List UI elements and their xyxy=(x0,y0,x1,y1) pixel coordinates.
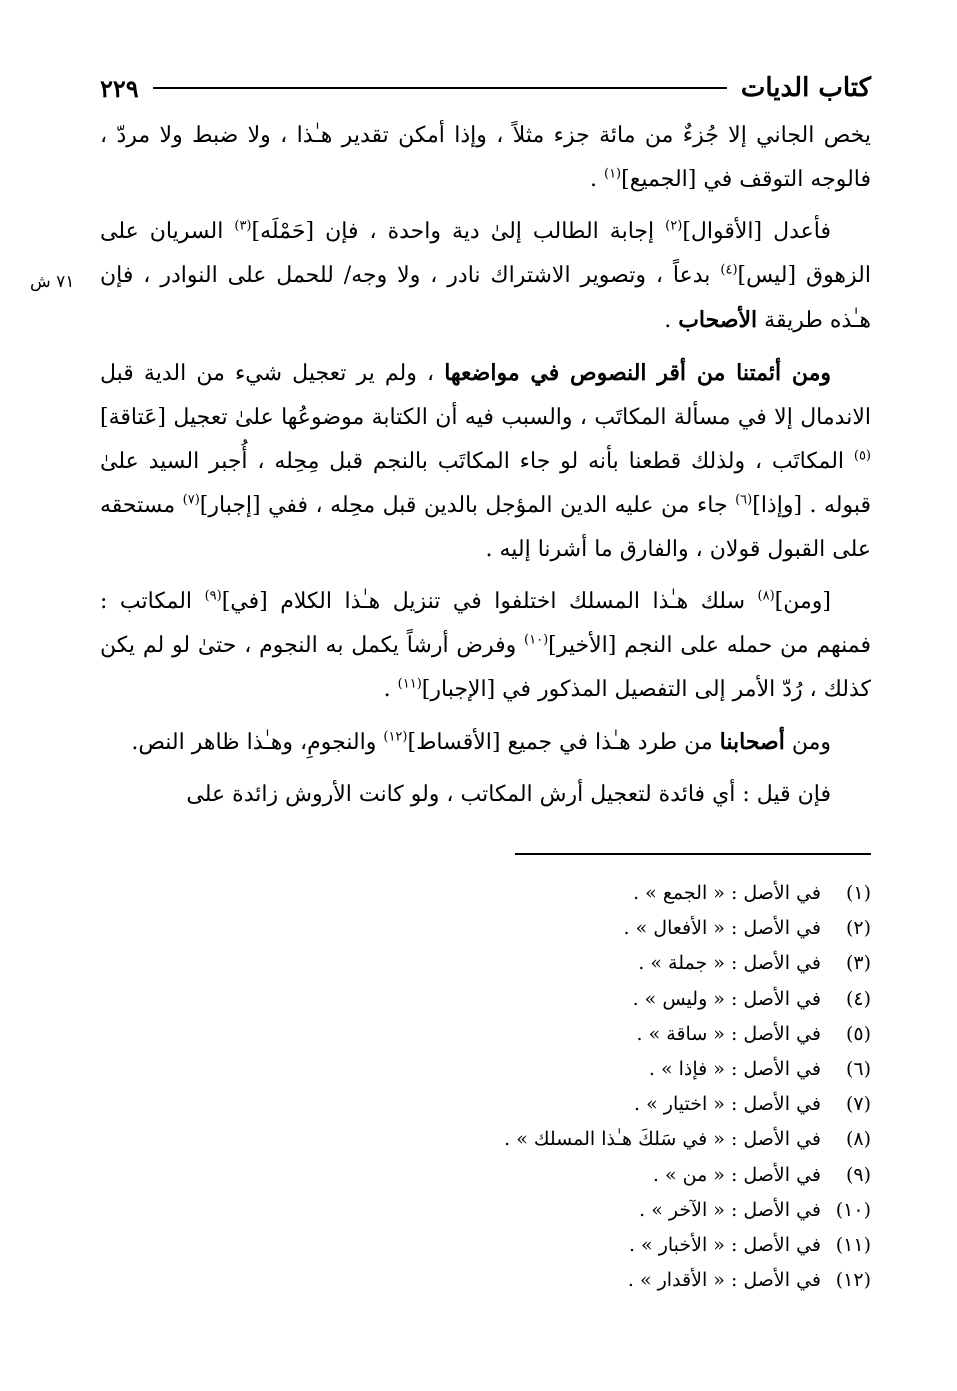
text-run: ، ولم ير تعجيل شيء من الدية قبل الاندمال إلا في مسألة المكاتَب ، والسبب فيه أن الكتابة موضوعُها علىٰ تعجيل [عَتاقة] xyxy=(100,361,871,430)
footnote-number: (٦) xyxy=(845,1058,871,1081)
bold-text: الأصحاب xyxy=(678,307,758,333)
footnote xyxy=(100,1193,871,1228)
text-run: فأعدل [الأقوال] xyxy=(682,219,832,244)
running-title: كتاب الديات xyxy=(740,73,871,103)
text-run: فإن قيل : أي فائدة لتعجيل أرش المكاتب ، ولو كانت الأروش زائدة على xyxy=(186,782,831,807)
footnote-number: (٥) xyxy=(845,1022,871,1045)
footnote-text: في الأصل : « جملة » . xyxy=(638,952,821,975)
footnote xyxy=(100,1122,871,1157)
text-run: ومن xyxy=(784,730,831,755)
text-run: المكاتَب ، ولذلك قطعنا بأنه لو جاء المكاتَب بالنجم قبل مِحِله ، أُجبر السيد علىٰ قبوله . [وإذا] xyxy=(100,449,871,518)
text-run: بدعاً ، وتصوير الاشتراك نادر ، ولا وجه/ للحمل على النوادر ، فإن هـٰذه طريقة xyxy=(100,263,871,333)
footnote xyxy=(100,1228,871,1263)
footnote-ref: (٢) xyxy=(665,218,683,234)
footnote xyxy=(100,1017,871,1052)
footnote-text: في الأصل : « فإذا » . xyxy=(648,1058,821,1081)
text-run: سلك هـٰذا المسلك اختلفوا في تنزيل هـٰذا الكلام [في] xyxy=(221,589,758,614)
paragraph xyxy=(100,210,871,343)
text-run: إجابة الطالب إلىٰ دية واحدة ، فإن [حَمْلَه] xyxy=(251,219,666,244)
text-run: [ومن] xyxy=(774,589,831,614)
footnote-ref: (١٢) xyxy=(383,729,408,745)
footnote-text: في الأصل : « الجمع » . xyxy=(633,882,821,904)
footnote-number: (١) xyxy=(845,882,871,904)
footnote-text: في الأصل : « الأفعال » . xyxy=(623,917,821,940)
footnote-text: في الأصل : « في سَلكَ هـٰذا المسلك » . xyxy=(504,1128,821,1151)
footnote-text: في الأصل : « الأقدار » . xyxy=(627,1269,821,1292)
footnote xyxy=(100,876,871,911)
text-run: جاء من عليه الدين المؤجل بالدين قبل محِله ، ففي [إجبار] xyxy=(199,493,736,518)
footnote-ref: (٩) xyxy=(204,588,222,604)
footnote xyxy=(100,1052,871,1087)
footnote-number: (٨) xyxy=(845,1128,871,1151)
footnote-ref: (٣) xyxy=(234,218,252,234)
footnote-text: في الأصل : « من » . xyxy=(652,1163,821,1186)
footnote-text: في الأصل : « وليس » . xyxy=(632,987,821,1010)
page-header xyxy=(100,66,871,110)
footnote-ref: (١) xyxy=(603,166,622,182)
footnote xyxy=(100,982,871,1017)
text-run: وفرض أرشاً يكمل به النجوم ، حتىٰ لو لم يكن كذلك ، رُدّ الأمر إلى التفصيل المذكور في [الإجبار] xyxy=(100,633,871,702)
footnote-rule xyxy=(515,853,871,855)
header-rule xyxy=(153,87,727,89)
footnote-number: (٤) xyxy=(845,987,871,1010)
footnote xyxy=(100,946,871,981)
paragraph xyxy=(100,720,871,765)
bold-text: ومن أئمتنا من أقر النصوص في مواضعها xyxy=(444,360,831,386)
footnote-number: (٢) xyxy=(845,917,871,940)
text-run: السريان على الزهوق [ليس] xyxy=(100,219,871,288)
paragraph xyxy=(100,114,871,202)
page-number: ٢٢٩ xyxy=(100,73,139,103)
footnotes xyxy=(100,876,871,1298)
text-run: . xyxy=(664,308,679,333)
text-run: المكاتب : فمنهم من حمله على النجم [الأخير] xyxy=(100,589,871,658)
text-run: مستحقه على القبول قولان ، والفارق ما أشرنا إليه . xyxy=(100,493,871,562)
text-run: . xyxy=(383,677,398,702)
footnote-ref: (٤) xyxy=(720,262,738,278)
paragraph xyxy=(100,773,871,817)
footnote-text: في الأصل : « الأخبار » . xyxy=(628,1234,821,1257)
footnote-number: (١٢) xyxy=(835,1269,871,1292)
margin-note: ٧١ ش xyxy=(30,272,75,292)
footnote-text: في الأصل : « اختيار » . xyxy=(634,1093,821,1116)
footnote-number: (٧) xyxy=(845,1093,871,1116)
paragraph xyxy=(100,580,871,712)
footnote-text: في الأصل : « ساقة » . xyxy=(636,1022,821,1045)
footnote-ref: (٧) xyxy=(182,492,200,508)
footnote-ref: (٦) xyxy=(735,492,753,508)
text-run: والنجومِ، وهـٰذا ظاهر النص. xyxy=(131,730,384,755)
paragraph xyxy=(100,351,871,572)
footnote-text: في الأصل : « الآخر » . xyxy=(639,1198,821,1221)
text-run: من طرد هـٰذا في جميع [الأقساط] xyxy=(407,730,720,755)
footnote xyxy=(100,911,871,946)
footnote-ref: (٥) xyxy=(853,448,871,464)
footnote-ref: (١١) xyxy=(397,676,422,692)
footnote-number: (٣) xyxy=(845,952,871,975)
footnote-number: (١١) xyxy=(835,1234,871,1257)
footnote xyxy=(100,1263,871,1298)
footnote xyxy=(100,1087,871,1122)
footnote-number: (١٠) xyxy=(835,1198,871,1221)
footnote-number: (٩) xyxy=(845,1163,871,1186)
bold-text: أصحابنا xyxy=(719,729,785,755)
text-run: يخص الجاني إلا جُزءٌ من مائة جزء مثلاً ، وإذا أمكن تقدير هـٰذا ، ولا ضبط ولا مردّ ، فالوجه التوقف في [الجميع] xyxy=(100,123,871,192)
footnote-ref: (١٠) xyxy=(524,632,549,648)
footnote-ref: (٨) xyxy=(757,588,775,604)
text-run: . xyxy=(589,167,604,192)
main-text xyxy=(100,114,871,817)
footnote xyxy=(100,1158,871,1193)
